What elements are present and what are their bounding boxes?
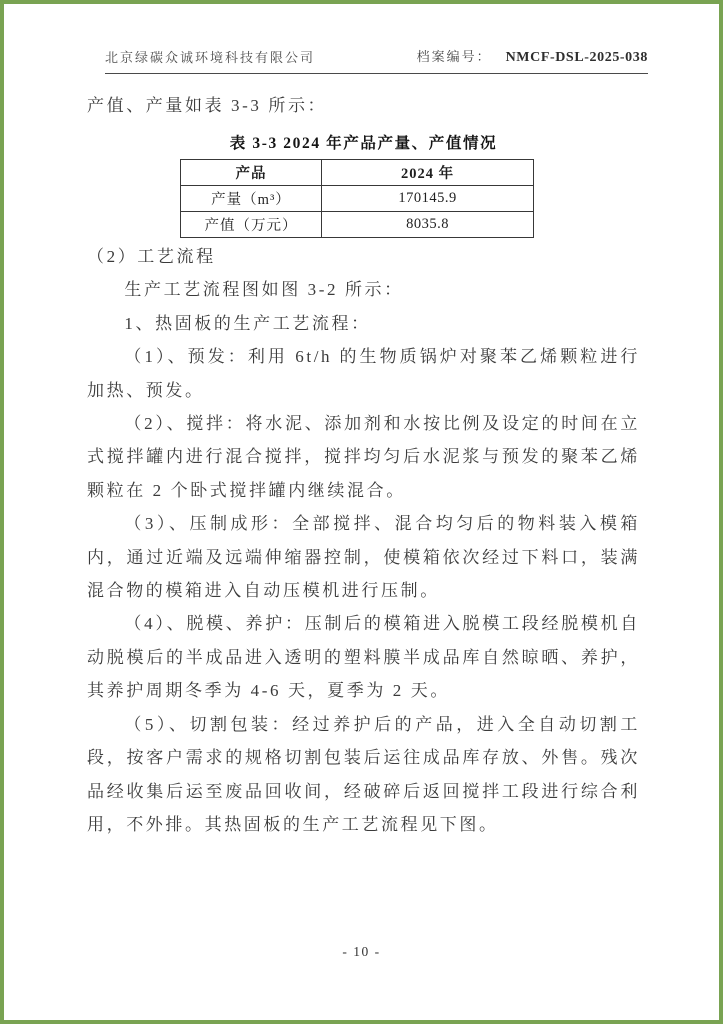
company-name: 北京绿碳众诚环境科技有限公司	[105, 50, 316, 65]
body-text	[87, 240, 640, 841]
table-header-product: 产品	[181, 160, 322, 186]
paragraph: （4）、脱模、养护：压制后的模箱进入脱模工段经脱模机自动脱模后的半成品进入透明的塑料膜半成品库自然晾晒、养护，其养护周期冬季为 4-6 天，夏季为 2 天。	[87, 614, 640, 701]
paragraph: （3）、压制成形：全部搅拌、混合均匀后的物料装入模箱内，通过近端及远端伸缩器控制，使模箱依次经过下料口，装满混合物的模箱进入自动压模机进行压制。	[87, 514, 640, 601]
section-heading: （2）工艺流程	[87, 247, 216, 266]
archive-number-value: NMCF-DSL-2025-038	[505, 50, 648, 65]
table-row	[181, 212, 534, 238]
paragraph: （2）、搅拌：将水泥、添加剂和水按比例及设定的时间在立式搅拌罐内进行混合搅拌，搅拌均匀后水泥浆与预发的聚苯乙烯颗粒在 2 个卧式搅拌罐内继续混合。	[87, 414, 640, 500]
table-header-row	[181, 160, 534, 186]
production-table	[180, 159, 534, 238]
archive-number-group	[417, 46, 648, 66]
paragraph: 1、热固板的生产工艺流程：	[124, 313, 371, 333]
paragraph: （5）、切割包装：经过养护后的产品，进入全自动切割工段，按客户需求的规格切割包装后运往成品库存放、外售。残次品经收集后运至废品回收间，经破碎后返回搅拌工段进行综合利用，不外排。其热固板的生产工艺流程见下图。	[87, 714, 640, 834]
table-header-year: 2024 年	[322, 160, 534, 186]
output-value-cell: 170145.9	[322, 186, 534, 212]
archive-number-label: 档案编号：	[416, 49, 492, 64]
table-caption: 表 3-3 2024 年产品产量、产值情况	[229, 135, 498, 152]
value-label-cell: 产值（万元）	[181, 212, 322, 238]
page-header	[105, 46, 648, 74]
output-label-cell: 产量（m³）	[181, 186, 322, 212]
page-number: - 10 -	[342, 944, 381, 959]
paragraph: （1）、预发：利用 6t/h 的生物质锅炉对聚苯乙烯颗粒进行加热、预发。	[87, 347, 640, 400]
paragraph: 生产工艺流程图如图 3-2 所示：	[124, 280, 404, 300]
table-row	[181, 186, 534, 212]
intro-sentence: 产值、产量如表 3-3 所示：	[87, 96, 328, 115]
value-value-cell: 8035.8	[322, 212, 534, 238]
